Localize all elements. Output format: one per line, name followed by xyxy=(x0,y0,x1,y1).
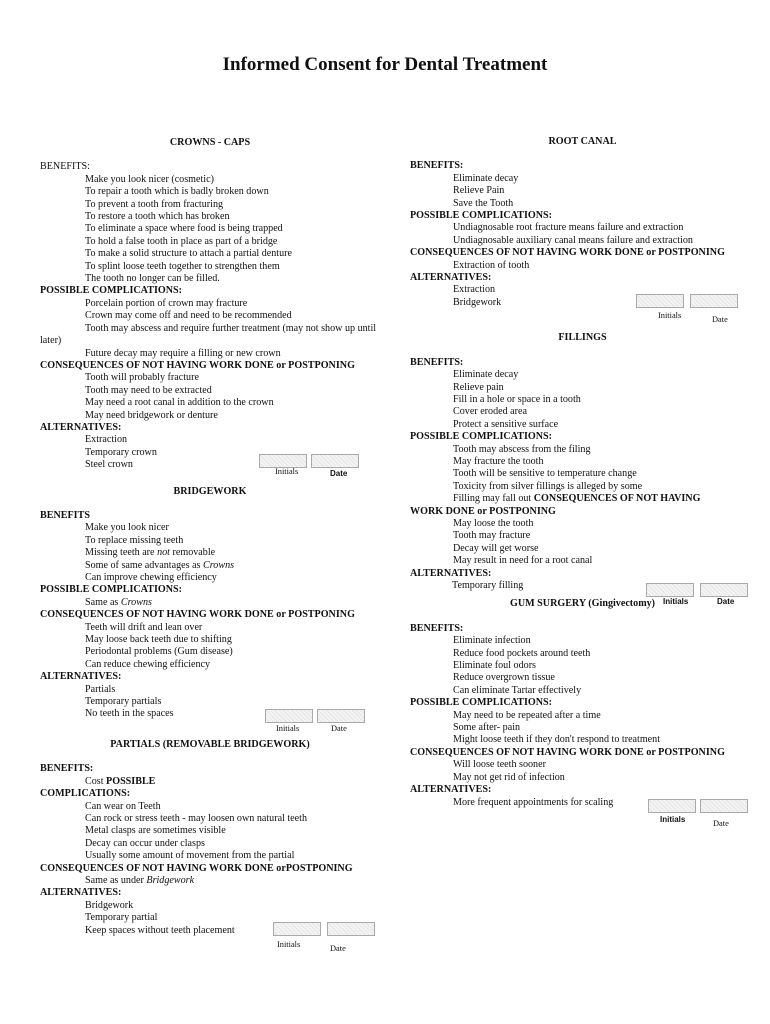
fillings-alternatives-label: ALTERNATIVES: xyxy=(410,567,492,579)
list-item: Porcelain portion of crown may fracture xyxy=(85,297,248,309)
list-item: Cost POSSIBLE xyxy=(85,775,156,787)
initials-label: Initials xyxy=(660,814,686,824)
list-item: Tooth may need to be extracted xyxy=(85,384,212,396)
list-item: Might loose teeth if they don't respond to treatment xyxy=(453,734,661,746)
list-item: To repair a tooth which is badly broken down xyxy=(85,186,269,198)
list-item: Eliminate decay xyxy=(453,369,519,381)
list-item: Relieve pain xyxy=(453,381,504,393)
list-item: Make you look nicer (cosmetic) xyxy=(85,173,214,185)
crowns-heading: CROWNS - CAPS xyxy=(169,137,251,148)
list-item: Tooth will be sensitive to temperature change xyxy=(453,468,637,480)
list-item: Decay can occur under clasps xyxy=(85,837,205,849)
list-item: Periodontal problems (Gum disease) xyxy=(85,646,233,658)
fillings-signature xyxy=(410,583,755,605)
date-field[interactable] xyxy=(700,799,748,813)
partials-heading: PARTIALS (REMOVABLE BRIDGEWORK) xyxy=(110,738,310,750)
crowns-consequences-label: CONSEQUENCES OF NOT HAVING WORK DONE or POSTPONING xyxy=(40,359,355,371)
right-column xyxy=(410,136,755,829)
initials-field[interactable] xyxy=(648,799,696,813)
initials-field[interactable] xyxy=(636,294,684,308)
fillings-consequences-label: WORK DONE or POSTPONING xyxy=(410,505,556,517)
list-item: Undiagnosable root fracture means failure and extraction xyxy=(453,222,684,234)
list-item: May not get rid of infection xyxy=(453,771,565,783)
list-item: More frequent appointments for scaling xyxy=(453,796,614,808)
crowns-alternatives-label: ALTERNATIVES: xyxy=(40,421,122,433)
list-item: Extraction xyxy=(85,434,128,446)
list-item: Reduce overgrown tissue xyxy=(453,672,555,684)
list-item: Metal clasps are sometimes visible xyxy=(85,825,226,837)
root-canal-benefits-label: BENEFITS: xyxy=(410,160,464,172)
list-item: To eliminate a space where food is being trapped xyxy=(85,223,283,235)
list-item: Same as Crowns xyxy=(85,596,152,608)
date-field[interactable] xyxy=(690,294,738,308)
root-canal-complications-label: POSSIBLE COMPLICATIONS: xyxy=(410,210,552,222)
list-item: May loose back teeth due to shifting xyxy=(85,634,232,646)
initials-field[interactable] xyxy=(265,709,313,723)
crowns-benefits-label: BENEFITS: xyxy=(40,161,90,173)
fillings-benefits-label: BENEFITS: xyxy=(410,356,464,368)
bridgework-benefits-label: BENEFITS xyxy=(40,509,90,521)
initials-field[interactable] xyxy=(273,922,321,936)
crowns-signature xyxy=(40,454,380,482)
date-field[interactable] xyxy=(311,454,359,468)
list-item: Teeth will drift and lean over xyxy=(85,621,203,633)
left-column xyxy=(40,137,380,952)
list-item: Can improve chewing efficiency xyxy=(85,572,217,583)
root-canal-signature xyxy=(410,294,755,330)
list-item: Temporary partials xyxy=(85,696,162,708)
list-item: May need bridgework or denture xyxy=(85,409,218,421)
date-label: Date xyxy=(712,315,728,325)
list-item: Save the Tooth xyxy=(453,197,514,209)
date-label: Date xyxy=(717,597,735,607)
list-item: The tooth no longer can be filled. xyxy=(85,273,220,285)
list-item: Cover eroded area xyxy=(453,406,527,418)
list-item: Undiagnosable auxiliary canal means failure and extraction xyxy=(453,234,693,246)
initials-label: Initials xyxy=(663,597,689,607)
list-item: Eliminate foul odors xyxy=(453,660,536,672)
list-item: Temporary partial xyxy=(85,912,158,924)
initials-label: Initials xyxy=(658,311,682,321)
initials-label: Initials xyxy=(277,939,301,949)
partials-signature xyxy=(40,922,380,952)
list-item: Relieve Pain xyxy=(453,185,505,197)
list-item: Eliminate infection xyxy=(453,635,531,647)
list-item: Some after- pain xyxy=(453,722,521,734)
list-item: May fracture the tooth xyxy=(453,455,544,467)
gum-surgery-signature xyxy=(410,796,755,829)
list-item: Will loose teeth sooner xyxy=(453,759,546,771)
list-item: Extraction of tooth xyxy=(453,259,530,271)
date-field[interactable] xyxy=(317,709,365,723)
list-item: Partials xyxy=(85,683,116,695)
list-item: Temporary filling xyxy=(452,580,524,591)
list-item: Steel crown xyxy=(85,459,133,471)
list-item: Bridgework xyxy=(453,296,502,308)
list-item: To make a solid structure to attach a partial denture xyxy=(85,248,292,260)
list-item: Future decay may require a filling or new crown xyxy=(85,347,281,359)
root-canal-consequences-label: CONSEQUENCES OF NOT HAVING WORK DONE or POSTPONING xyxy=(410,247,725,259)
list-item: Make you look nicer xyxy=(85,522,169,534)
date-label: Date xyxy=(330,468,348,478)
date-field[interactable] xyxy=(700,583,748,597)
list-item: Temporary crown xyxy=(85,446,157,458)
bridgework-complications-label: POSSIBLE COMPLICATIONS: xyxy=(40,584,182,596)
initials-field[interactable] xyxy=(646,583,694,597)
list-item: Same as under Bridgework xyxy=(85,874,195,886)
list-item: May result in need for a root canal xyxy=(453,555,593,567)
bridgework-heading: BRIDGEWORK xyxy=(173,485,247,497)
list-item: Can reduce chewing efficiency xyxy=(85,658,211,670)
list-item: Missing teeth are not removable xyxy=(85,547,216,559)
gum-surgery-benefits-label: BENEFITS: xyxy=(410,622,464,634)
list-item: Can rock or stress teeth - may loosen own natural teeth xyxy=(85,812,307,824)
list-item: To replace missing teeth xyxy=(85,534,184,546)
root-canal-alternatives-label: ALTERNATIVES: xyxy=(410,272,492,284)
crowns-complications-label: POSSIBLE COMPLICATIONS: xyxy=(40,285,182,297)
partials-consequences-label: CONSEQUENCES OF NOT HAVING WORK DONE orPOSTPONING xyxy=(40,862,353,874)
list-item: To splint loose teeth together to strengthen them xyxy=(85,260,280,272)
list-item: Eliminate decay xyxy=(453,172,519,184)
list-item: Can eliminate Tartar effectively xyxy=(453,684,582,696)
partials-benefits-label: BENEFITS: xyxy=(40,763,94,775)
list-item: To hold a false tooth in place as part of a bridge xyxy=(85,235,278,247)
gum-surgery-consequences-label: CONSEQUENCES OF NOT HAVING WORK DONE or POSTPONING xyxy=(410,746,725,758)
list-item: Crown may come off and need to be recommended xyxy=(85,310,292,322)
bridgework-signature xyxy=(40,709,380,739)
initials-label: Initials xyxy=(275,466,299,476)
list-item: Tooth may abscess and require further treatment (may not show up until later) xyxy=(40,322,377,347)
list-item: Reduce food pockets around teeth xyxy=(453,647,591,659)
date-label: Date xyxy=(713,818,729,828)
bridgework-alternatives-label: ALTERNATIVES: xyxy=(40,671,122,683)
list-item: Usually some amount of movement from the partial xyxy=(85,850,295,862)
partials-alternatives-label: ALTERNATIVES: xyxy=(40,887,122,899)
list-item: To restore a tooth which has broken xyxy=(85,211,230,223)
list-item: Toxicity from silver fillings is alleged by some xyxy=(453,480,643,492)
list-item: Some of same advantages as Crowns xyxy=(85,559,235,571)
list-item: Tooth may abscess from the filing xyxy=(453,443,591,455)
list-item: Filling may fall out CONSEQUENCES OF NOT HAVING xyxy=(453,493,701,505)
list-item: Bridgework xyxy=(85,899,134,911)
list-item: Fill in a hole or space in a tooth xyxy=(453,393,581,405)
list-item: May loose the tooth xyxy=(453,517,534,529)
gum-surgery-complications-label: POSSIBLE COMPLICATIONS: xyxy=(410,697,552,709)
gum-surgery-alternatives-label: ALTERNATIVES: xyxy=(410,784,492,796)
bridgework-consequences-label: CONSEQUENCES OF NOT HAVING WORK DONE or POSTPONING xyxy=(40,609,355,621)
date-field[interactable] xyxy=(327,922,375,936)
list-item: Can wear on Teeth xyxy=(85,800,161,812)
fillings-heading: FILLINGS xyxy=(558,332,607,344)
list-item: Protect a sensitive surface xyxy=(453,418,559,430)
list-item: Tooth may fracture xyxy=(453,530,531,542)
date-label: Date xyxy=(330,943,346,953)
fillings-complications-label: POSSIBLE COMPLICATIONS: xyxy=(410,431,552,443)
initials-field[interactable] xyxy=(259,454,307,468)
list-item: No teeth in the spaces xyxy=(85,708,174,720)
partials-complications-label: COMPLICATIONS: xyxy=(40,788,131,800)
list-item: May need to be repeated after a time xyxy=(453,709,601,721)
list-item: To prevent a tooth from fracturing xyxy=(85,198,224,210)
list-item: Decay will get worse xyxy=(453,542,539,554)
list-item: Keep spaces without teeth placement xyxy=(85,924,235,936)
date-label: Date xyxy=(331,723,347,733)
list-item: Extraction xyxy=(453,284,496,296)
page-title: Informed Consent for Dental Treatment xyxy=(222,54,548,75)
root-canal-heading: ROOT CANAL xyxy=(548,136,617,147)
list-item: Tooth will probably fracture xyxy=(85,372,199,384)
initials-label: Initials xyxy=(276,723,300,733)
gum-surgery-heading: GUM SURGERY (Gingivectomy) xyxy=(509,598,656,610)
list-item: May need a root canal in addition to the crown xyxy=(85,397,274,409)
